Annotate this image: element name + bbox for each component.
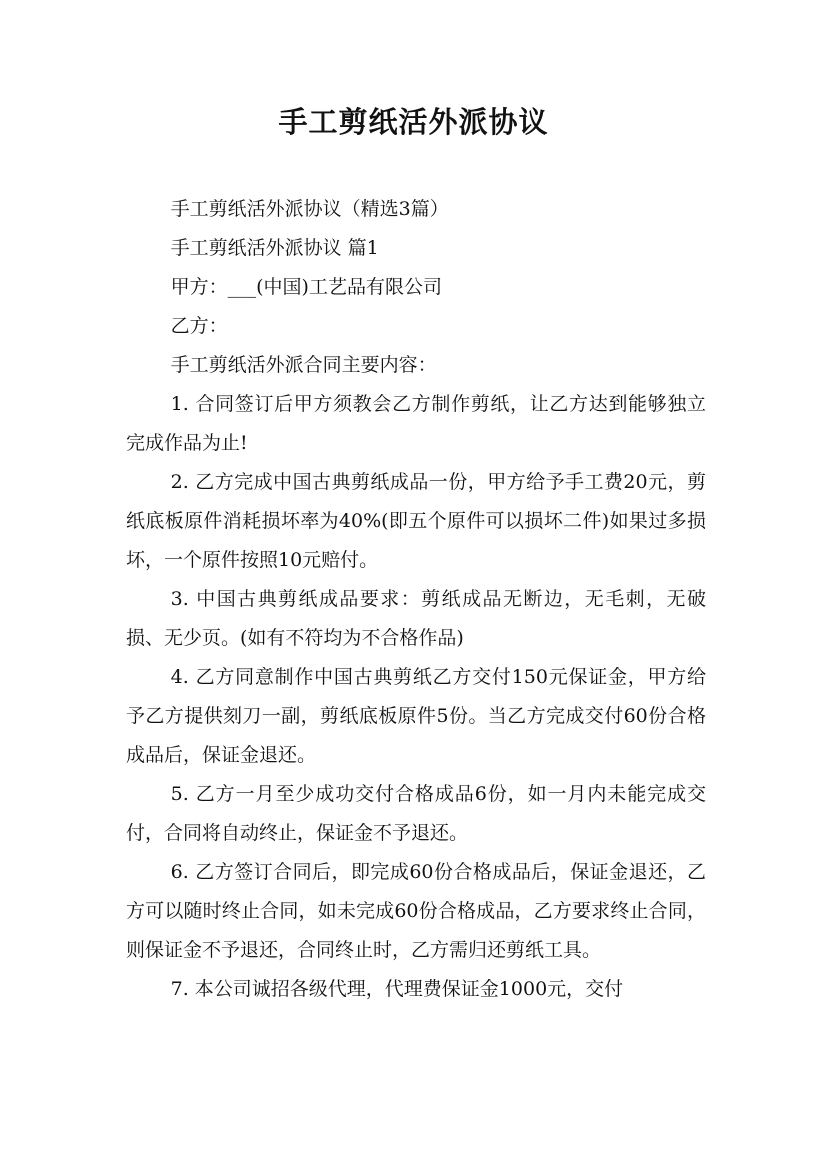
paragraph-clause-4: 4. 乙方同意制作中国古典剪纸乙方交付150元保证金，甲方给予乙方提供刻刀一副，剪纸底板原件5份。当乙方完成交付60份合格成品后，保证金退还。 — [126, 666, 706, 766]
paragraph-clause-7: 7. 本公司诚招各级代理，代理费保证金1000元，交付 — [170, 978, 624, 1000]
paragraph-clause-2: 2. 乙方完成中国古典剪纸成品一份，甲方给予手工费20元，剪纸底板原件消耗损坏率为40%(即五个原件可以损坏二件)如果过多损坏，一个原件按照10元赔付。 — [126, 471, 706, 571]
paragraph-clause-6: 6. 乙方签订合同后，即完成60份合格成品后，保证金退还，乙方可以随时终止合同，如未完成60份合格成品，乙方要求终止合同，则保证金不予退还，合同终止时，乙方需归还剪纸工具。 — [126, 861, 706, 961]
paragraph-contract-intro: 手工剪纸活外派合同主要内容： — [170, 354, 437, 376]
paragraph-clause-3: 3. 中国古典剪纸成品要求：剪纸成品无断边，无毛刺，无破损、无少页。(如有不符均为不合格作品) — [126, 588, 706, 649]
paragraph-party-a: 甲方：___(中国)工艺品有限公司 — [170, 276, 442, 298]
paragraph-party-b: 乙方： — [170, 315, 228, 337]
paragraph-clause-5: 5. 乙方一月至少成功交付合格成品6份，如一月内未能完成交付，合同将自动终止，保证金不予退还。 — [126, 783, 706, 844]
document-body — [126, 190, 706, 1009]
paragraph-subtitle: 手工剪纸活外派协议（精选3篇） — [170, 198, 449, 220]
document-title: 手工剪纸活外派协议 — [278, 105, 549, 139]
paragraph-clause-1: 1. 合同签订后甲方须教会乙方制作剪纸，让乙方达到能够独立完成作品为止! — [126, 393, 706, 454]
paragraph-section-heading: 手工剪纸活外派协议 篇1 — [170, 237, 379, 259]
